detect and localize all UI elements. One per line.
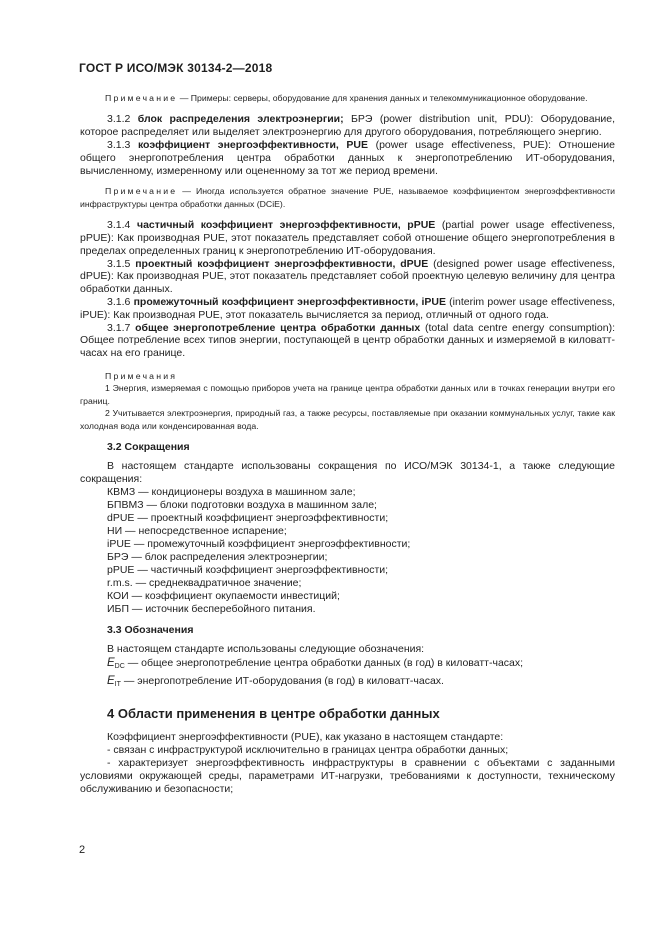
notes-item-2: 2 Учитывается электроэнергия, природный газ, а также ресурсы, поставляемые при оказании коммунальных услуг, такие как холодная вода или конденсированная вода. [80,408,615,431]
definition-3-1-5 [80,258,615,296]
definition-text: (partial power usage effectiveness, pPUE): Как производная PUE, этот показатель представляет собой отношение общего энергопотребления в пределах определенных границ к энергопотреблению ИТ-оборудования. [80,219,616,257]
symbol-subscript: DC [114,663,125,670]
list-item: r.m.s. — среднеквадратичное значение; [107,577,302,589]
list-item: iPUE — промежуточный коэффициент энергоэффективности; [107,538,411,550]
definition-term: коэффициент энергоэффективности, PUE [137,139,368,151]
definition-number: 3.1.2 [107,113,131,126]
definition-3-1-7 [80,322,615,360]
definition-text: (power usage effectiveness, PUE): Отношение общего энергопотребления центра обработки данных к энергопотреблению ИТ-оборудования, вычисленному, измеренному или оцененному за тот же период времени. [80,139,615,177]
definition-term: блок распределения электроэнергии; [137,113,344,126]
abbreviations-list [80,486,615,616]
definition-number: 3.1.4 [107,219,131,232]
symbols-heading: 3.3 Обозначения [107,624,194,636]
abbreviations-heading: 3.2 Сокращения [107,441,190,453]
list-item: dPUE — проектный коэффициент энергоэффективности; [107,512,389,524]
definition-number: 3.1.5 [107,257,131,270]
list-item: КОИ — коэффициент окупаемости инвестиций; [107,590,340,602]
symbol-edc [80,656,615,674]
section-4-bullet-2: - характеризует энергоэффективность инфраструктуры в сравнении с объектами с заданными условиями окружающей среды, параметрами ИТ-нагрузки, требованиями к доступности, техническому обслуживанию и безопасности; [80,757,615,795]
symbol-letter: E [107,657,115,669]
definition-3-1-6 [80,296,615,322]
symbols-intro: В настоящем стандарте использованы следующие обозначения: [107,643,425,655]
definition-3-1-4 [80,219,615,257]
section-4-title: 4 Области применения в центре обработки данных [107,706,440,721]
definition-3-1-3 [80,139,615,177]
definition-number: 3.1.3 [107,139,131,151]
symbol-text: — энергопотребление ИТ-оборудования (в год) в киловатт-часах. [120,675,444,687]
definition-term: проектный коэффициент энергоэффективности, dPUE [135,257,429,270]
definition-number: 3.1.6 [107,295,131,308]
list-item: БРЭ — блок распределения электроэнергии; [107,551,328,563]
note-dcie [80,185,615,210]
standard-header: ГОСТ Р ИСО/МЭК 30134-2—2018 [79,61,273,75]
list-item: ИБП — источник бесперебойного питания. [107,603,316,615]
section-4-intro: Коэффициент энергоэффективности (PUE), как указано в настоящем стандарте: [107,731,504,743]
definition-text: (total data centre energy consumption): Общее потребление всех типов энергии, поступающей в центр обработки данных и измеряемой в киловатт-часах на его границе. [80,321,615,360]
definition-number: 3.1.7 [107,321,131,334]
notes-title: Примечания [105,370,178,381]
document-body [80,92,615,796]
abbreviations-intro: В настоящем стандарте использованы сокращения по ИСО/МЭК 30134-1, а также следующие сокращения: [80,460,615,485]
page-number: 2 [79,844,86,856]
list-item: НИ — непосредственное испарение; [107,525,287,537]
symbol-subscript: IT [114,681,121,688]
section-4-bullet-1: - связан с инфраструктурой исключительно в границах центра обработки данных; [107,744,509,756]
definition-term: общее энергопотребление центра обработки данных [135,321,421,334]
definition-3-1-2 [80,113,615,139]
definition-text: БРЭ (power distribution unit, PDU): Оборудование, которое распределяет или выделяет электроэнергию для другого оборудования, потребляющего энергию. [80,113,615,139]
notes-item-1: 1 Энергия, измеряемая с помощью приборов учета на границе центра обработки данных или в точках генерации внутри его границ. [80,383,615,406]
definition-text: (interim power usage effectiveness, iPUE): Как производная PUE, этот показатель вычисляется за период, отличный от одного года. [80,295,616,321]
note-examples [80,92,615,104]
note-text: — Примеры: серверы, оборудование для хранения данных и телекоммуникационное оборудование. [177,93,588,103]
list-item: pPUE — частичный коэффициент энергоэффективности; [107,564,389,576]
list-item: КВМЗ — кондиционеры воздуха в машинном зале; [107,486,356,498]
definition-term: частичный коэффициент энергоэффективности, pPUE [136,219,436,232]
symbol-text: — общее энергопотребление центра обработки данных (в год) в киловатт-часах; [124,657,524,669]
definition-text: (designed power usage effectiveness, dPUE): Как производная PUE, этот показатель представляет собой проектную целевую величину для центра обработки данных. [80,257,615,296]
symbol-eit [80,674,615,692]
note-label: Примечание [105,186,178,197]
list-item: БПВМЗ — блоки подготовки воздуха в машинном зале; [107,499,377,511]
symbol-letter: E [107,675,115,687]
note-label: Примечание [105,93,178,103]
note-text: — Иногда используется обратное значение PUE, называемое коэффициентом энергоэффективности инфраструктуры центра обработки данных (DCiE). [80,186,615,209]
definition-term: промежуточный коэффициент энергоэффективности, iPUE [133,295,446,308]
